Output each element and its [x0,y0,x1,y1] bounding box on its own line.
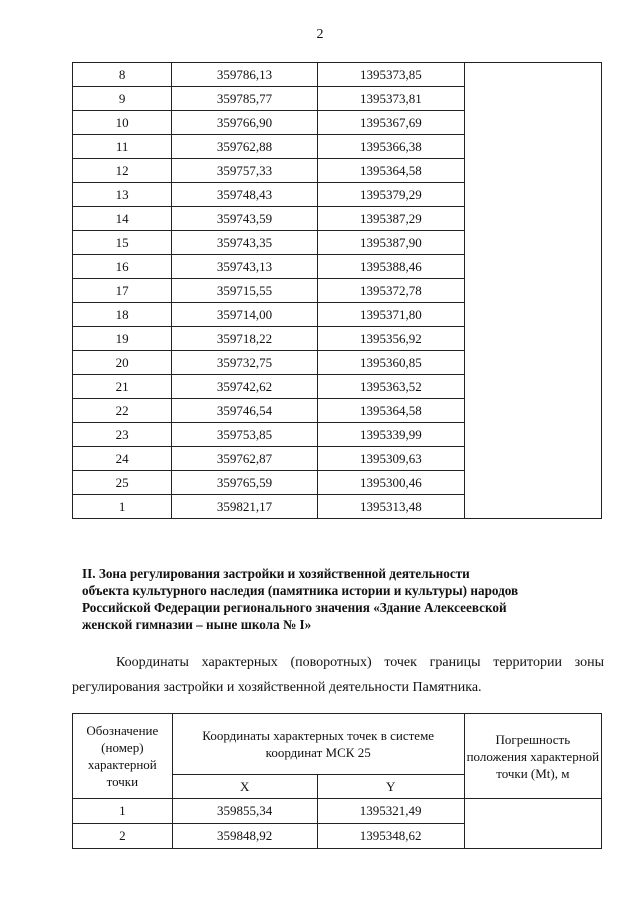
cell-y: 1395348,62 [317,824,464,849]
cell-accuracy [464,799,601,849]
cell-x: 359821,17 [172,495,317,519]
cell-y: 1395387,29 [317,207,464,231]
cell-x: 359718,22 [172,327,317,351]
header-designation: Обозначение (номер) характерной точки [73,714,173,799]
cell-point: 13 [73,183,172,207]
section-heading-line: II. Зона регулирования застройки и хозяйственной деятельности [82,566,470,581]
header-accuracy: Погрешность положения характерной точки (Mt), м [464,714,601,799]
cell-y: 1395366,38 [317,135,464,159]
cell-x: 359786,13 [172,63,317,87]
cell-y: 1395373,85 [317,63,464,87]
cell-point: 15 [73,231,172,255]
cell-point: 9 [73,87,172,111]
header-y: Y [317,775,464,799]
cell-x: 359762,87 [172,447,317,471]
section-heading-line: женской гимназии – ныне школа № I» [82,617,312,632]
cell-x: 359743,35 [172,231,317,255]
cell-y: 1395372,78 [317,279,464,303]
cell-accuracy [465,63,602,519]
cell-point: 18 [73,303,172,327]
cell-x: 359855,34 [172,799,317,824]
cell-y: 1395360,85 [317,351,464,375]
table-row [73,799,602,824]
coordinates-table-continued [72,62,602,519]
cell-point: 8 [73,63,172,87]
cell-y: 1395387,90 [317,231,464,255]
cell-x: 359746,54 [172,399,317,423]
section-heading-line: объекта культурного наследия (памятника истории и культуры) народов [82,583,519,598]
cell-y: 1395356,92 [317,327,464,351]
body-paragraph [72,650,604,700]
cell-x: 359715,55 [172,279,317,303]
cell-x: 359766,90 [172,111,317,135]
paragraph-text: Координаты характерных (поворотных) точек границы территории зоны регулирования застройки и хозяйственной деятельности Памятника. [72,655,604,695]
cell-y: 1395371,80 [317,303,464,327]
cell-point: 23 [73,423,172,447]
cell-y: 1395379,29 [317,183,464,207]
cell-y: 1395367,69 [317,111,464,135]
cell-y: 1395388,46 [317,255,464,279]
cell-point: 1 [73,495,172,519]
cell-y: 1395373,81 [317,87,464,111]
cell-x: 359765,59 [172,471,317,495]
coordinates-table-zone [72,713,602,849]
cell-x: 359757,33 [172,159,317,183]
cell-point: 2 [73,824,173,849]
cell-point: 1 [73,799,173,824]
section-heading [82,565,604,633]
cell-y: 1395321,49 [317,799,464,824]
cell-point: 17 [73,279,172,303]
cell-y: 1395364,58 [317,159,464,183]
cell-y: 1395300,46 [317,471,464,495]
section-heading-line: Российской Федерации регионального значения «Здание Алексеевской [82,600,507,615]
cell-x: 359714,00 [172,303,317,327]
cell-point: 16 [73,255,172,279]
cell-point: 25 [73,471,172,495]
cell-y: 1395313,48 [317,495,464,519]
cell-x: 359848,92 [172,824,317,849]
cell-y: 1395339,99 [317,423,464,447]
cell-x: 359753,85 [172,423,317,447]
cell-point: 22 [73,399,172,423]
cell-x: 359743,13 [172,255,317,279]
table-row [73,63,602,87]
cell-y: 1395364,58 [317,399,464,423]
cell-x: 359762,88 [172,135,317,159]
cell-y: 1395309,63 [317,447,464,471]
cell-x: 359748,43 [172,183,317,207]
cell-y: 1395363,52 [317,375,464,399]
cell-x: 359743,59 [172,207,317,231]
header-coordinates: Координаты характерных точек в системе координат МСК 25 [172,714,464,775]
cell-x: 359785,77 [172,87,317,111]
cell-x: 359742,62 [172,375,317,399]
cell-point: 10 [73,111,172,135]
header-x: X [172,775,317,799]
cell-point: 20 [73,351,172,375]
cell-point: 11 [73,135,172,159]
cell-point: 14 [73,207,172,231]
cell-point: 21 [73,375,172,399]
cell-x: 359732,75 [172,351,317,375]
cell-point: 19 [73,327,172,351]
cell-point: 24 [73,447,172,471]
page-number: 2 [316,27,324,42]
cell-point: 12 [73,159,172,183]
